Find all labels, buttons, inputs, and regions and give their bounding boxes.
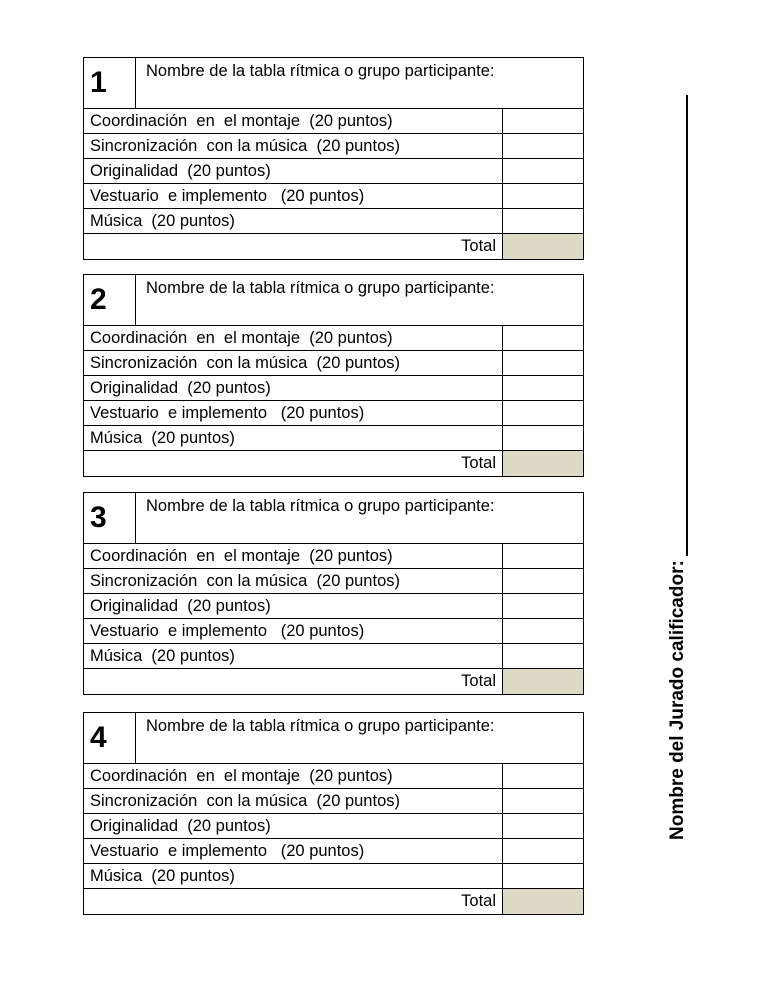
criterion-row (84, 184, 583, 209)
criterion-label: Música (20 puntos) (90, 867, 235, 885)
score-cell[interactable] (502, 401, 583, 425)
card-header (84, 275, 583, 326)
score-cell[interactable] (502, 159, 583, 183)
criterion-row (84, 326, 583, 351)
participant-name-label[interactable]: Nombre de la tabla rítmica o grupo participante: (146, 279, 495, 297)
criterion-label: Sincronización con la música (20 puntos) (90, 572, 400, 590)
criterion-row (84, 351, 583, 376)
criterion-label: Originalidad (20 puntos) (90, 379, 271, 397)
score-cell[interactable] (502, 789, 583, 813)
criterion-row (84, 619, 583, 644)
criterion-row (84, 839, 583, 864)
card-header (84, 713, 583, 764)
criterion-label: Vestuario e implemento (20 puntos) (90, 622, 365, 640)
total-row (84, 234, 583, 259)
criterion-label: Música (20 puntos) (90, 429, 235, 447)
criterion-label: Música (20 puntos) (90, 212, 235, 230)
criterion-row (84, 544, 583, 569)
score-cell[interactable] (502, 544, 583, 568)
criterion-label: Vestuario e implemento (20 puntos) (90, 187, 365, 205)
score-cell[interactable] (502, 569, 583, 593)
participant-name-label[interactable]: Nombre de la tabla rítmica o grupo participante: (146, 717, 495, 735)
criterion-row (84, 789, 583, 814)
criterion-label: Música (20 puntos) (90, 647, 235, 665)
criterion-label: Originalidad (20 puntos) (90, 597, 271, 615)
total-row (84, 451, 583, 476)
criterion-row (84, 594, 583, 619)
criterion-row (84, 401, 583, 426)
total-cell[interactable] (502, 234, 583, 259)
criterion-label: Coordinación en el montaje (20 puntos) (90, 329, 393, 347)
score-cell[interactable] (502, 644, 583, 668)
criterion-label: Sincronización con la música (20 puntos) (90, 354, 400, 372)
score-cell[interactable] (502, 209, 583, 233)
criterion-row (84, 814, 583, 839)
participant-name-label[interactable]: Nombre de la tabla rítmica o grupo participante: (146, 62, 495, 80)
total-row (84, 889, 583, 914)
score-cell[interactable] (502, 351, 583, 375)
score-cell[interactable] (502, 839, 583, 863)
criterion-row (84, 159, 583, 184)
card-header (84, 493, 583, 544)
score-cell[interactable] (502, 109, 583, 133)
card-header (84, 58, 583, 109)
score-cell[interactable] (502, 426, 583, 450)
scorecard-2 (83, 274, 584, 477)
criterion-row (84, 376, 583, 401)
criterion-label: Coordinación en el montaje (20 puntos) (90, 767, 393, 785)
criterion-row (84, 764, 583, 789)
total-label: Total (461, 454, 496, 472)
jury-name-container (662, 95, 694, 840)
criterion-row (84, 109, 583, 134)
jury-name-field (662, 95, 694, 840)
scorecard-1 (83, 57, 584, 260)
card-number: 1 (84, 58, 136, 108)
total-label: Total (461, 892, 496, 910)
jury-name-line[interactable] (668, 95, 688, 556)
total-cell[interactable] (502, 889, 583, 914)
score-cell[interactable] (502, 619, 583, 643)
criterion-label: Vestuario e implemento (20 puntos) (90, 842, 365, 860)
criterion-row (84, 134, 583, 159)
score-cell[interactable] (502, 184, 583, 208)
jury-name-label: Nombre del Jurado calificador: (667, 560, 688, 840)
criterion-row (84, 426, 583, 451)
card-number: 4 (84, 713, 136, 763)
criterion-row (84, 569, 583, 594)
score-cell[interactable] (502, 326, 583, 350)
criterion-label: Coordinación en el montaje (20 puntos) (90, 112, 393, 130)
scorecard-4 (83, 712, 584, 915)
card-number: 3 (84, 493, 136, 543)
total-label: Total (461, 237, 496, 255)
criterion-label: Sincronización con la música (20 puntos) (90, 137, 400, 155)
criterion-row (84, 864, 583, 889)
score-cell[interactable] (502, 376, 583, 400)
criterion-row (84, 209, 583, 234)
criterion-label: Coordinación en el montaje (20 puntos) (90, 547, 393, 565)
criterion-label: Originalidad (20 puntos) (90, 162, 271, 180)
score-cell[interactable] (502, 864, 583, 888)
scorecard-3 (83, 492, 584, 695)
criterion-label: Originalidad (20 puntos) (90, 817, 271, 835)
criterion-label: Sincronización con la música (20 puntos) (90, 792, 400, 810)
participant-name-label[interactable]: Nombre de la tabla rítmica o grupo participante: (146, 497, 495, 515)
score-cell[interactable] (502, 134, 583, 158)
total-label: Total (461, 672, 496, 690)
total-cell[interactable] (502, 669, 583, 694)
criterion-row (84, 644, 583, 669)
score-cell[interactable] (502, 764, 583, 788)
criterion-label: Vestuario e implemento (20 puntos) (90, 404, 365, 422)
total-row (84, 669, 583, 694)
total-cell[interactable] (502, 451, 583, 476)
score-cell[interactable] (502, 594, 583, 618)
card-number: 2 (84, 275, 136, 325)
score-cell[interactable] (502, 814, 583, 838)
